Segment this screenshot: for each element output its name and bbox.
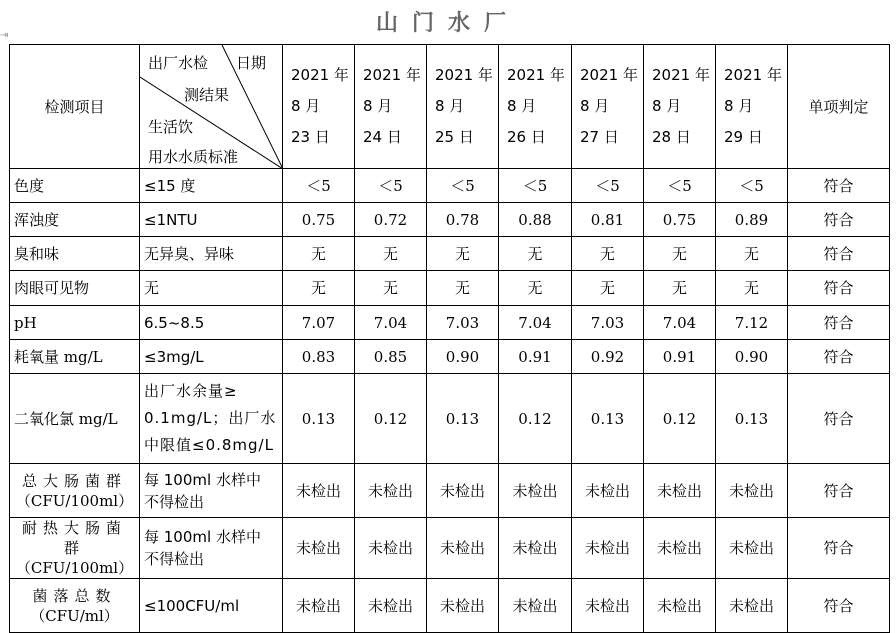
diagonal-header-cell — [140, 45, 283, 169]
item-cell: 耗氧量 mg/L — [10, 340, 140, 374]
value-cell: 未检出 — [572, 518, 644, 579]
table-row — [10, 579, 890, 633]
table-row — [10, 464, 890, 518]
judgement-cell: 符合 — [788, 518, 890, 579]
judgement-cell: 符合 — [788, 374, 890, 464]
diag-bottom-2: 用水水质标准 — [148, 148, 239, 166]
value-cell: 未检出 — [572, 464, 644, 518]
item-cell: 菌落总数 （CFU/ml） — [10, 579, 140, 633]
value-cell: 未检出 — [716, 464, 788, 518]
date-header: 2021 年 8 月 24 日 — [355, 45, 427, 169]
value-cell: 0.90 — [427, 340, 499, 374]
value-cell: 未检出 — [427, 579, 499, 633]
value-cell: 0.81 — [572, 203, 644, 237]
date-header: 2021 年 8 月 27 日 — [572, 45, 644, 169]
judgement-cell: 符合 — [788, 340, 890, 374]
standard-cell: 每 100ml 水样中 不得检出 — [140, 464, 283, 518]
value-cell: 无 — [499, 271, 572, 306]
diag-top-right: 日期 — [236, 54, 267, 72]
judgement-cell: 符合 — [788, 464, 890, 518]
judgement-cell: 符合 — [788, 237, 890, 271]
value-cell: 0.91 — [644, 340, 716, 374]
value-cell: 无 — [355, 271, 427, 306]
judgement-cell: 符合 — [788, 169, 890, 203]
standard-cell: 出厂水余量≥ 0.1mg/L；出厂水 中限值≤0.8mg/L — [140, 374, 283, 464]
value-cell: 7.03 — [572, 306, 644, 340]
item-cell: pH — [10, 306, 140, 340]
value-cell: 未检出 — [355, 518, 427, 579]
table-row — [10, 203, 890, 237]
item-cell: 耐热大肠菌群 （CFU/100ml） — [10, 518, 140, 579]
value-cell: 0.12 — [499, 374, 572, 464]
item-cell: 二氧化氯 mg/L — [10, 374, 140, 464]
header-row — [10, 45, 890, 169]
value-cell: 未检出 — [644, 518, 716, 579]
value-cell: 0.75 — [644, 203, 716, 237]
date-header: 2021 年 8 月 25 日 — [427, 45, 499, 169]
value-cell: 未检出 — [499, 464, 572, 518]
anchor-marker-icon: ⇥ — [0, 30, 9, 41]
value-cell: 0.92 — [572, 340, 644, 374]
value-cell: 0.88 — [499, 203, 572, 237]
value-cell: 无 — [427, 271, 499, 306]
item-cell: 总大肠菌群 （CFU/100ml） — [10, 464, 140, 518]
date-header: 2021 年 8 月 23 日 — [283, 45, 355, 169]
value-cell: 无 — [499, 237, 572, 271]
value-cell: 未检出 — [283, 579, 355, 633]
value-cell: 无 — [716, 237, 788, 271]
value-cell: 无 — [427, 237, 499, 271]
standard-cell: 6.5~8.5 — [140, 306, 283, 340]
standard-cell: 每 100ml 水样中 不得检出 — [140, 518, 283, 579]
value-cell: 无 — [572, 237, 644, 271]
value-cell: ＜5 — [716, 169, 788, 203]
value-cell: 7.04 — [499, 306, 572, 340]
value-cell: ＜5 — [355, 169, 427, 203]
item-cell: 色度 — [10, 169, 140, 203]
value-cell: 未检出 — [499, 579, 572, 633]
page-title: 山门水厂 — [375, 11, 520, 36]
value-cell: 未检出 — [572, 579, 644, 633]
value-cell: 无 — [644, 271, 716, 306]
value-cell: 7.04 — [644, 306, 716, 340]
standard-cell: ≤100CFU/ml — [140, 579, 283, 633]
value-cell: 未检出 — [355, 579, 427, 633]
value-cell: 7.04 — [355, 306, 427, 340]
item-cell: 臭和味 — [10, 237, 140, 271]
header-judgement-label: 单项判定 — [788, 45, 890, 169]
value-cell: 0.12 — [355, 374, 427, 464]
value-cell: 0.90 — [716, 340, 788, 374]
value-cell: 无 — [644, 237, 716, 271]
value-cell: 0.85 — [355, 340, 427, 374]
value-cell: 0.13 — [716, 374, 788, 464]
value-cell: ＜5 — [499, 169, 572, 203]
value-cell: 0.13 — [283, 374, 355, 464]
water-quality-table — [9, 44, 890, 633]
value-cell: 未检出 — [355, 464, 427, 518]
judgement-cell: 符合 — [788, 271, 890, 306]
date-header: 2021 年 8 月 29 日 — [716, 45, 788, 169]
value-cell: 0.75 — [283, 203, 355, 237]
value-cell: 7.12 — [716, 306, 788, 340]
value-cell: 未检出 — [283, 518, 355, 579]
item-cell: 肉眼可见物 — [10, 271, 140, 306]
value-cell: 无 — [355, 237, 427, 271]
diag-mid: 测结果 — [184, 86, 230, 104]
value-cell: ＜5 — [644, 169, 716, 203]
value-cell: 未检出 — [427, 464, 499, 518]
value-cell: 0.13 — [427, 374, 499, 464]
value-cell: 无 — [572, 271, 644, 306]
date-header: 2021 年 8 月 28 日 — [644, 45, 716, 169]
value-cell: ＜5 — [427, 169, 499, 203]
judgement-cell: 符合 — [788, 306, 890, 340]
value-cell: ＜5 — [283, 169, 355, 203]
value-cell: 未检出 — [716, 518, 788, 579]
value-cell: 0.78 — [427, 203, 499, 237]
table-row — [10, 237, 890, 271]
date-header: 2021 年 8 月 26 日 — [499, 45, 572, 169]
diag-bottom-1: 生活饮 — [148, 118, 194, 136]
table-row — [10, 271, 890, 306]
value-cell: 未检出 — [283, 464, 355, 518]
value-cell: 未检出 — [499, 518, 572, 579]
standard-cell: ≤15 度 — [140, 169, 283, 203]
value-cell: 0.12 — [644, 374, 716, 464]
judgement-cell: 符合 — [788, 579, 890, 633]
value-cell: ＜5 — [572, 169, 644, 203]
standard-cell: 无 — [140, 271, 283, 306]
table-row — [10, 340, 890, 374]
table-row — [10, 374, 890, 464]
table-row — [10, 518, 890, 579]
standard-cell: ≤3mg/L — [140, 340, 283, 374]
standard-cell: 无异臭、异味 — [140, 237, 283, 271]
table-row — [10, 169, 890, 203]
value-cell: 无 — [283, 271, 355, 306]
value-cell: 7.03 — [427, 306, 499, 340]
value-cell: 0.89 — [716, 203, 788, 237]
standard-cell: ≤1NTU — [140, 203, 283, 237]
value-cell: 0.83 — [283, 340, 355, 374]
value-cell: 0.13 — [572, 374, 644, 464]
value-cell: 0.72 — [355, 203, 427, 237]
diag-top-left: 出厂水检 — [148, 54, 209, 72]
header-item-label: 检测项目 — [10, 45, 140, 169]
value-cell: 未检出 — [644, 579, 716, 633]
table-row — [10, 306, 890, 340]
item-cell: 浑浊度 — [10, 203, 140, 237]
value-cell: 未检出 — [716, 579, 788, 633]
value-cell: 0.91 — [499, 340, 572, 374]
value-cell: 未检出 — [427, 518, 499, 579]
value-cell: 未检出 — [644, 464, 716, 518]
judgement-cell: 符合 — [788, 203, 890, 237]
value-cell: 无 — [283, 237, 355, 271]
value-cell: 7.07 — [283, 306, 355, 340]
value-cell: 无 — [716, 271, 788, 306]
